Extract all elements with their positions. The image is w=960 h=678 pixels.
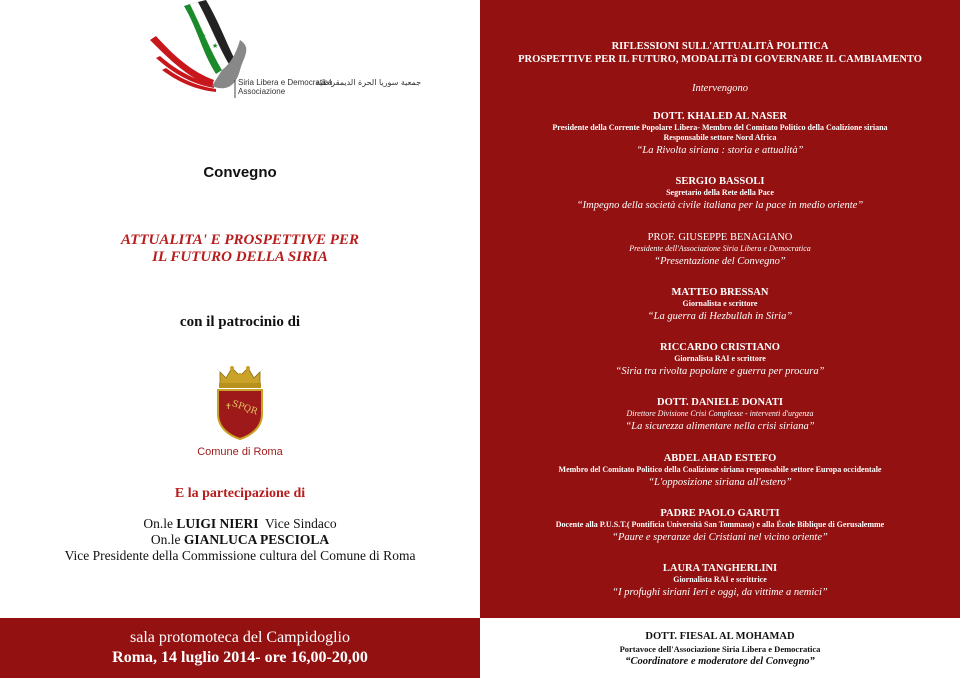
speaker-block xyxy=(480,507,960,545)
speaker-role-2: Responsabile settore Nord Africa xyxy=(663,133,777,142)
speaker-talk: “Siria tra rivolta popolare e guerra per procura” xyxy=(615,366,825,377)
intervengono-label: Intervengono xyxy=(692,83,748,94)
speaker-role: Docente alla P.U.S.T.( Pontificia Università San Tommaso) e alla École Biblique di Gerusalemme xyxy=(555,520,885,529)
convegno-label: Convegno xyxy=(203,164,277,181)
svg-text:✝: ✝ xyxy=(225,402,232,411)
speaker-block xyxy=(480,341,960,379)
guest-prefix: On.le xyxy=(150,532,184,547)
speaker-role: Membro del Comitato Politico della Coalizione siriana responsabile settore Europa occidentale xyxy=(558,465,882,474)
moderator-talk: “Coordinatore e moderatore del Convegno” xyxy=(625,656,815,667)
speaker-name: DOTT. DANIELE DONATI xyxy=(657,397,783,408)
speaker-talk: “L'opposizione siriana all'estero” xyxy=(648,477,792,488)
guest-line-3: Vice Presidente della Commissione cultura del Comune di Roma xyxy=(64,548,416,563)
program-header-line2: PROSPETTIVE PER IL FUTURO, MODALITà DI GOVERNARE IL CAMBIAMENTO xyxy=(518,54,922,65)
speaker-talk: “Paure e speranze dei Cristiani nel vicino oriente” xyxy=(612,532,828,543)
speaker-role: Segretario della Rete della Pace xyxy=(666,188,774,197)
guest-name: GIANLUCA PESCIOLA xyxy=(183,532,330,547)
venue-label: sala protomoteca del Campidoglio xyxy=(130,629,350,646)
speaker-role: Presidente della Corrente Popolare Libera- Membro del Comitato Politico della Coalizione siriana xyxy=(552,123,888,132)
partecipazione-label: E la partecipazione di xyxy=(174,486,306,501)
speaker-block xyxy=(480,452,960,490)
conference-title-line2: IL FUTURO DELLA SIRIA xyxy=(152,249,328,265)
speaker-name: MATTEO BRESSAN xyxy=(671,287,769,298)
speaker-talk: “La sicurezza alimentare nella crisi siriana” xyxy=(625,421,815,432)
guest-prefix: On.le xyxy=(143,516,177,531)
venue-bar xyxy=(0,618,480,678)
speaker-role: Giornalista RAI e scrittrice xyxy=(673,575,767,584)
speaker-block xyxy=(480,562,960,600)
roma-crest-icon xyxy=(214,364,266,440)
svg-text:★: ★ xyxy=(200,32,207,40)
speaker-block xyxy=(480,396,960,434)
speaker-name: PADRE PAOLO GARUTI xyxy=(660,508,780,519)
speaker-role: Direttore Divisione Crisi Complesse - interventi d'urgenza xyxy=(626,409,814,418)
speaker-block xyxy=(480,175,960,213)
conference-title xyxy=(0,232,480,266)
speaker-talk: “I profughi siriani Ieri e oggi, da vittime a nemici” xyxy=(612,587,828,598)
svg-text:★: ★ xyxy=(212,42,219,50)
guest-role: Vice Sindaco xyxy=(258,516,337,531)
speaker-block xyxy=(480,231,960,269)
guests-list xyxy=(0,516,480,564)
speaker-name: LAURA TANGHERLINI xyxy=(662,563,778,574)
moderator-block xyxy=(480,621,960,678)
moderator-role: Portavoce dell'Associazione Siria Libera e Democratica xyxy=(619,644,821,654)
logo-arabic-text: جمعية سوريا الحرة الديمقراطية xyxy=(316,78,422,87)
logo-text-line1: Siria Libera e Democratica xyxy=(238,78,333,87)
speaker-block xyxy=(480,110,960,158)
left-panel xyxy=(0,0,480,618)
conference-title-line1: ATTUALITA' E PROSPETTIVE PER xyxy=(121,232,359,248)
speaker-name: RICCARDO CRISTIANO xyxy=(660,342,780,353)
speaker-role: Presidente dell'Associazione Siria Libera e Democratica xyxy=(629,244,811,253)
date-label: Roma, 14 luglio 2014- ore 16,00-20,00 xyxy=(112,649,368,666)
speaker-block xyxy=(480,286,960,324)
speaker-talk: “Presentazione del Convegno” xyxy=(654,256,786,267)
guest-line-2 xyxy=(0,532,480,548)
speaker-role: Giornalista e scrittore xyxy=(682,299,758,308)
patrocinio-label: con il patrocinio di xyxy=(179,314,301,330)
speaker-talk: “La Rivolta siriana : storia e attualità” xyxy=(636,145,804,156)
guest-line-1 xyxy=(0,516,480,532)
logo-text-line2: Associazione xyxy=(238,87,286,96)
speaker-role: Giornalista RAI e scrittore xyxy=(674,354,766,363)
speaker-name: DOTT. KHALED AL NASER xyxy=(652,111,787,122)
program-header-line1: RIFLESSIONI SULL'ATTUALITÀ POLITICA xyxy=(611,41,829,52)
program-header xyxy=(480,40,960,66)
speaker-name: ABDEL AHAD ESTEFO xyxy=(663,453,777,464)
guest-name: LUIGI NIERI xyxy=(176,516,259,531)
speaker-name: SERGIO BASSOLI xyxy=(675,176,765,187)
speaker-name: PROF. GIUSEPPE BENAGIANO xyxy=(647,232,793,243)
comune-di-roma-label: Comune di Roma xyxy=(197,446,283,458)
svg-text:SPQR: SPQR xyxy=(230,399,259,418)
speaker-talk: “La guerra di Hezbullah in Siria” xyxy=(647,311,793,322)
speaker-talk: “Impegno della società civile italiana per la pace in medio oriente” xyxy=(576,200,864,211)
right-panel xyxy=(480,0,960,618)
moderator-name: DOTT. FIESAL AL MOHAMAD xyxy=(645,631,795,642)
